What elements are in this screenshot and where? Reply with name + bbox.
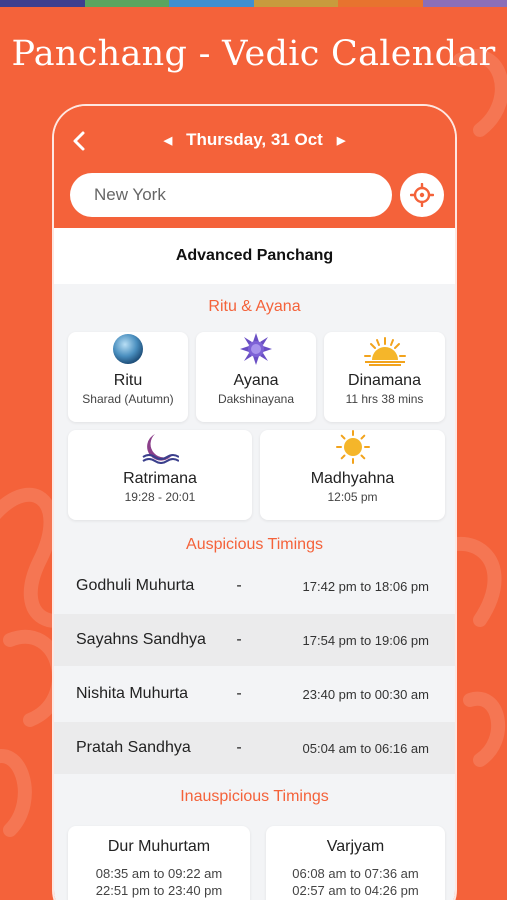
locate-button[interactable] xyxy=(400,173,444,217)
card-name: Madhyahna xyxy=(310,470,395,487)
crescent-moon-icon xyxy=(68,430,252,464)
card-name: Dur Muhurtam xyxy=(107,838,211,855)
stripe-segment xyxy=(169,0,254,7)
panchang-content xyxy=(54,228,455,900)
section-title-inauspicious: Inauspicious Timings xyxy=(180,788,329,805)
card-time-1: 08:35 am to 09:22 am xyxy=(95,866,223,881)
timing-name: Godhuli Muhurta xyxy=(76,577,195,594)
stripe-segment xyxy=(85,0,170,7)
card-name: Dinamana xyxy=(348,372,421,389)
timing-row xyxy=(54,560,455,612)
timing-value: 23:40 pm to 00:30 am xyxy=(302,686,429,702)
timing-row xyxy=(54,668,455,720)
stripe-segment xyxy=(0,0,85,7)
card-name: Varjyam xyxy=(326,838,385,855)
stripe-segment xyxy=(254,0,339,7)
timing-dash: - xyxy=(236,685,242,702)
timing-value: 05:04 am to 06:16 am xyxy=(302,740,429,756)
card-name: Ratrimana xyxy=(123,470,197,487)
sun-burst-icon xyxy=(196,332,316,366)
timing-name: Sayahns Sandhya xyxy=(76,631,206,648)
section-title-ritu: Ritu & Ayana xyxy=(208,298,301,315)
city-search-input[interactable]: New York xyxy=(70,173,392,217)
sunrise-icon xyxy=(324,332,445,366)
timing-dash: - xyxy=(236,631,242,648)
card-dinamana[interactable] xyxy=(324,332,445,422)
section-title-auspicious: Auspicious Timings xyxy=(186,536,323,553)
card-value: 19:28 - 20:01 xyxy=(124,490,196,504)
timing-row xyxy=(54,722,455,774)
card-value: Sharad (Autumn) xyxy=(82,392,174,406)
moon-globe-icon xyxy=(68,332,188,366)
timing-value: 17:42 pm to 18:06 pm xyxy=(302,578,429,594)
prev-day-button[interactable]: ◀ xyxy=(163,134,173,147)
card-name: Ritu xyxy=(113,372,143,389)
card-time-1: 06:08 am to 07:36 am xyxy=(292,866,419,881)
stripe-segment xyxy=(423,0,507,7)
date-selector xyxy=(54,130,455,150)
crosshair-icon xyxy=(410,183,434,207)
promo-headline: Panchang - Vedic Calendar xyxy=(11,34,496,74)
timing-name: Pratah Sandhya xyxy=(76,739,191,756)
timing-dash: - xyxy=(236,739,242,756)
card-value: 11 hrs 38 mins xyxy=(345,392,424,406)
timing-row xyxy=(54,614,455,666)
card-madhyahna[interactable] xyxy=(260,430,445,520)
app-header xyxy=(54,106,455,228)
card-ritu[interactable] xyxy=(68,332,188,422)
next-day-button[interactable]: ▶ xyxy=(336,134,346,147)
timing-value: 17:54 pm to 19:06 pm xyxy=(302,632,429,648)
stripe-segment xyxy=(338,0,423,7)
page-title: Advanced Panchang xyxy=(54,228,455,284)
card-dur-muhurtam[interactable] xyxy=(68,826,250,900)
phone-frame xyxy=(52,104,457,900)
current-date: Thursday, 31 Oct xyxy=(186,130,323,149)
card-ayana[interactable] xyxy=(196,332,316,422)
timing-dash: - xyxy=(236,577,242,594)
card-name: Ayana xyxy=(233,372,279,389)
sun-icon xyxy=(260,430,445,464)
card-value: 12:05 pm xyxy=(327,490,378,504)
card-varjyam[interactable] xyxy=(266,826,445,900)
timing-name: Nishita Muhurta xyxy=(76,685,189,702)
card-ratrimana[interactable] xyxy=(68,430,252,520)
card-time-2: 02:57 am to 04:26 pm xyxy=(292,883,419,898)
top-color-stripe xyxy=(0,0,507,7)
card-value: Dakshinayana xyxy=(217,392,295,406)
card-time-2: 22:51 pm to 23:40 pm xyxy=(95,883,223,898)
